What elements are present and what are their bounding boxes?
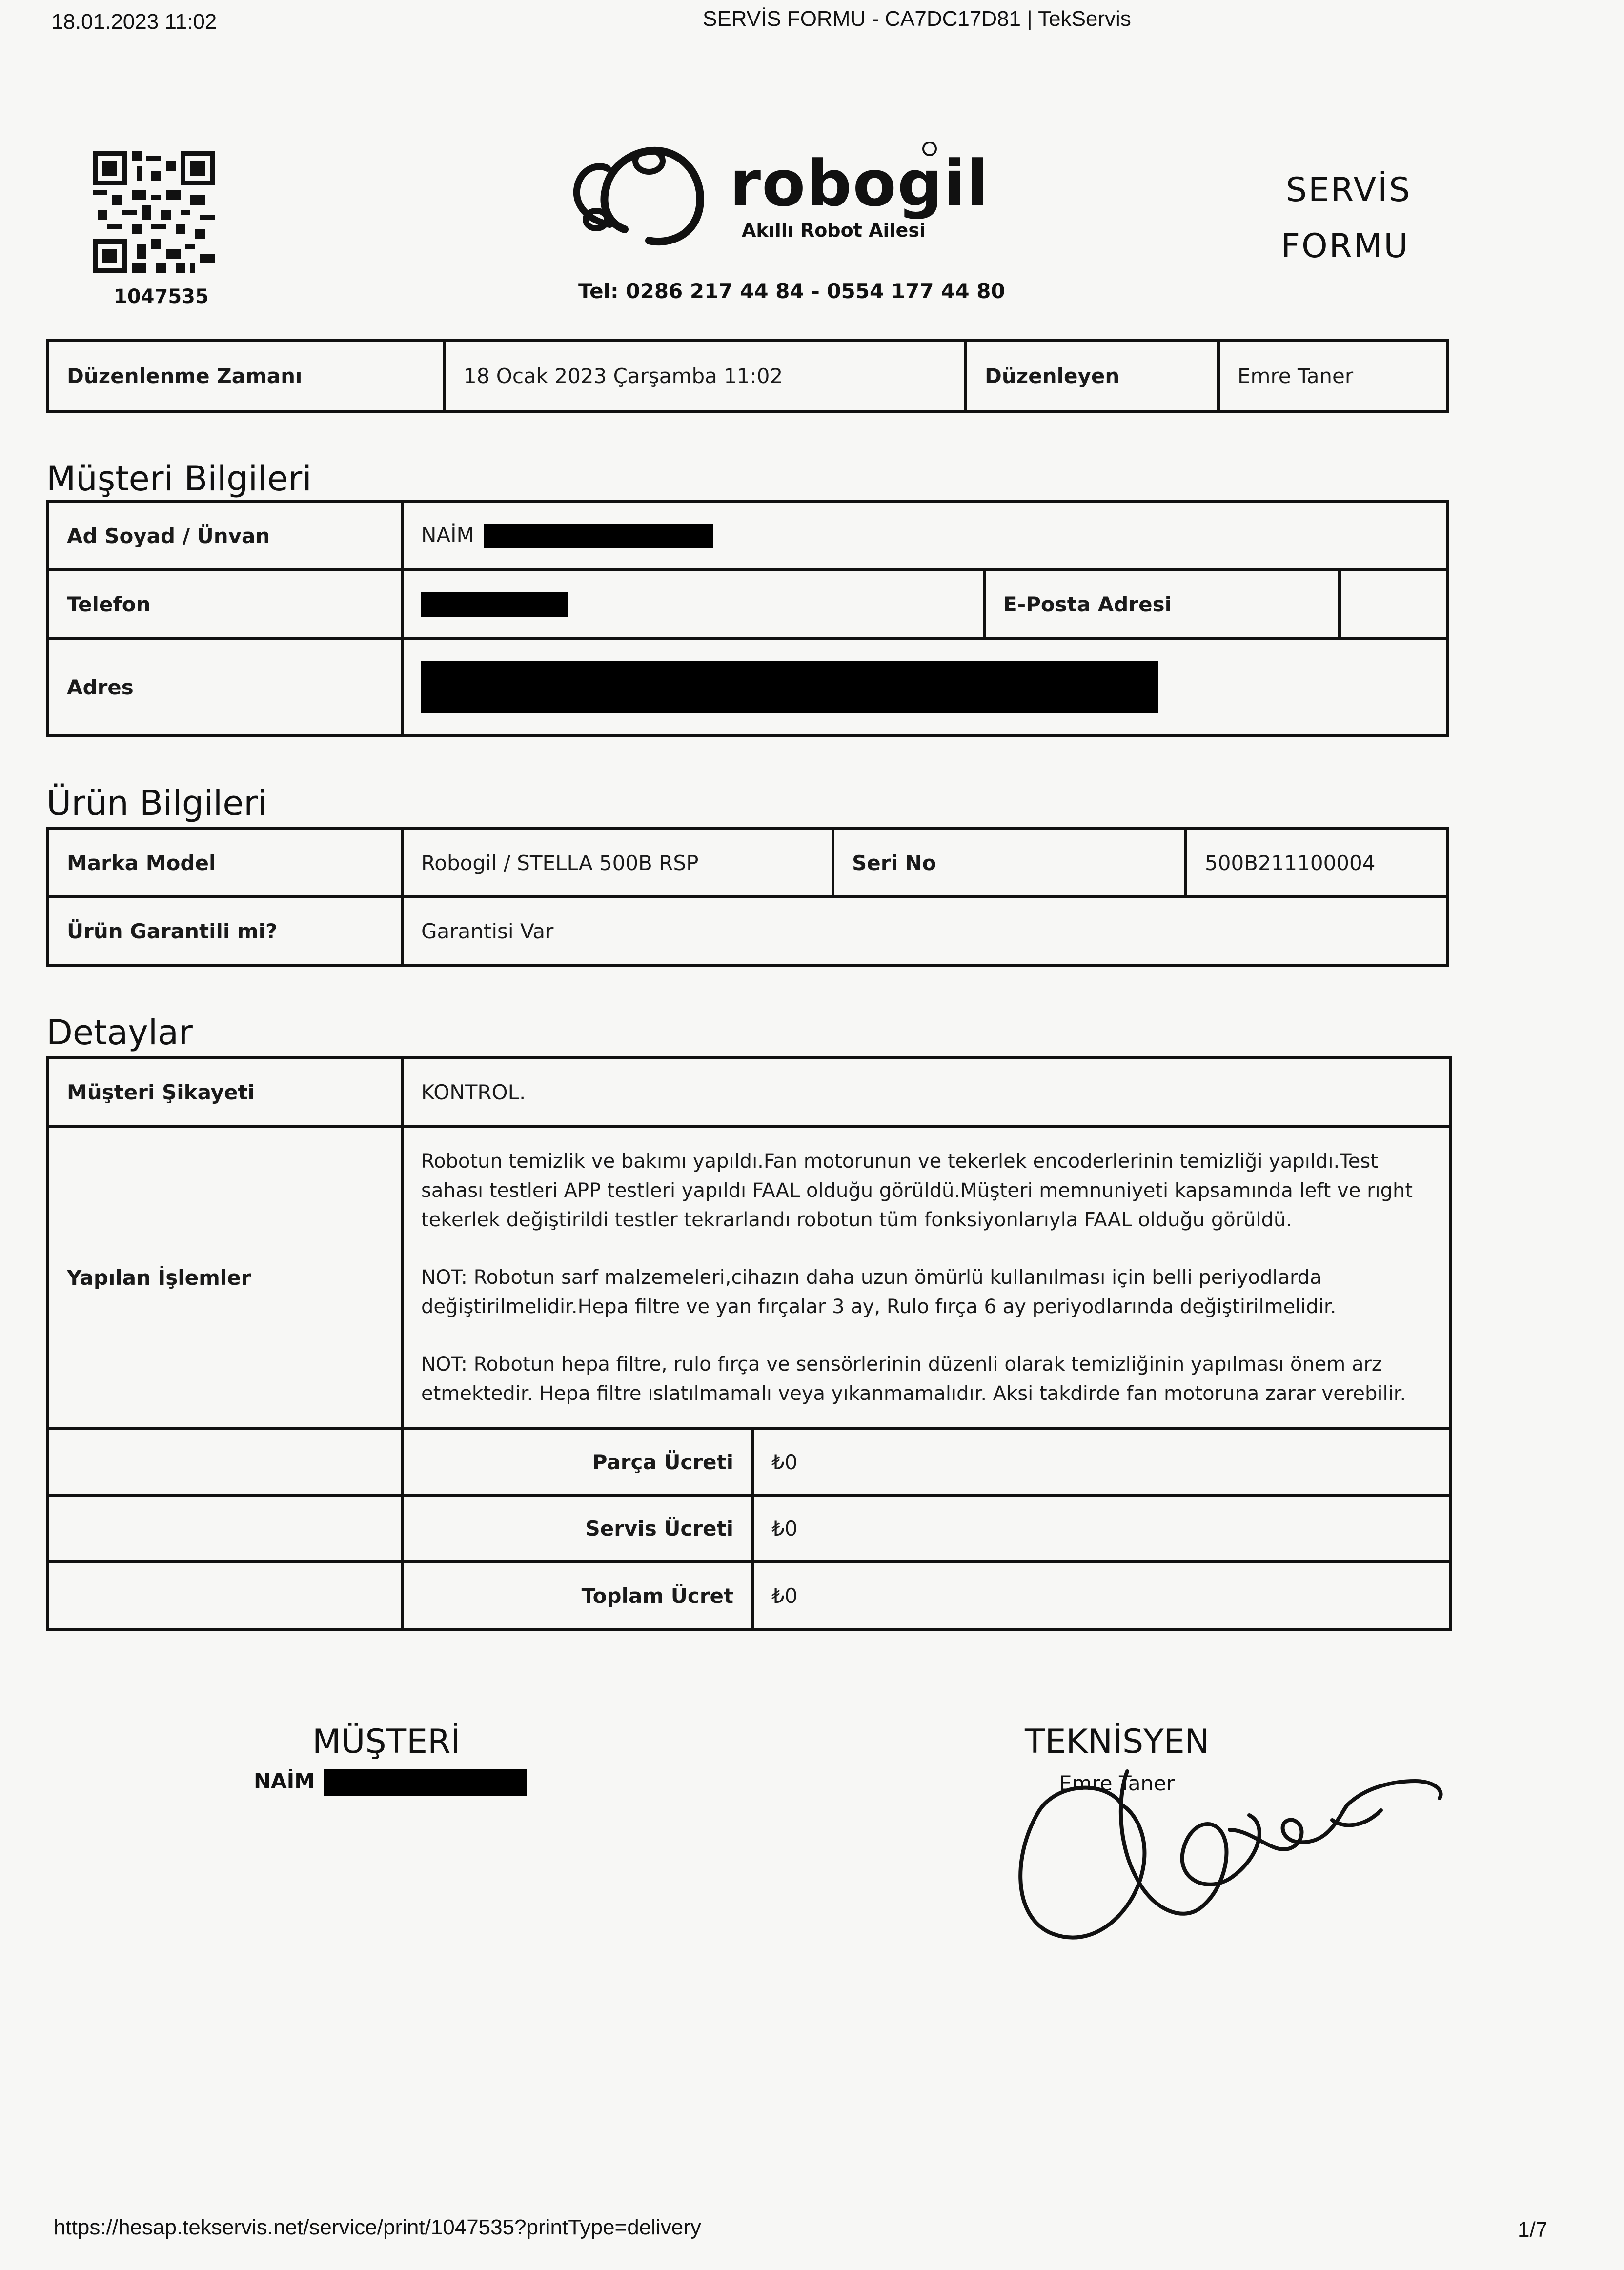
customer-email-value — [1340, 570, 1448, 638]
meta-table — [46, 339, 1449, 413]
technician-signature — [995, 1752, 1454, 1957]
logo-tagline: Akıllı Robot Ailesi — [742, 220, 926, 241]
editor-label: Düzenleyen — [966, 341, 1218, 411]
complaint-label: Müşteri Şikayeti — [48, 1058, 402, 1126]
qr-code-number: 1047535 — [114, 285, 209, 308]
model-value: Robogil / STELLA 500B RSP — [402, 829, 833, 897]
parts-empty-cell — [48, 1429, 402, 1495]
product-section-title: Ürün Bilgileri — [46, 783, 267, 823]
product-table — [46, 827, 1449, 967]
warranty-value: Garantisi Var — [402, 897, 1448, 965]
editor-value: Emre Taner — [1218, 341, 1448, 411]
service-empty-cell — [48, 1495, 402, 1561]
qr-code — [93, 151, 215, 273]
model-label: Marka Model — [48, 829, 402, 897]
customer-signature-name: NAİM — [254, 1769, 315, 1793]
doc-title-line1: SERVİS — [1286, 171, 1412, 209]
details-section-title: Detaylar — [46, 1013, 193, 1053]
customer-name-label: Ad Soyad / Ünvan — [48, 502, 402, 570]
registered-mark — [922, 142, 937, 156]
warranty-label: Ürün Garantili mi? — [48, 897, 402, 965]
customer-section-title: Müşteri Bilgileri — [46, 459, 312, 499]
customer-name-value: NAİM — [421, 523, 474, 547]
parts-label: Parça Ücreti — [402, 1429, 752, 1495]
doc-title-line2: FORMU — [1281, 227, 1410, 265]
customer-email-label: E-Posta Adresi — [984, 570, 1340, 638]
robogil-logo-mark — [551, 124, 717, 251]
customer-phone-cell — [402, 570, 984, 638]
serial-value: 500B211100004 — [1186, 829, 1448, 897]
technician-signature-name: Emre Taner — [1059, 1771, 1175, 1795]
customer-phone-label: Telefon — [48, 570, 402, 638]
total-value: ₺0 — [752, 1561, 1450, 1630]
work-label: Yapılan İşlemler — [48, 1126, 402, 1429]
print-page-title: SERVİS FORMU - CA7DC17D81 | TekServis — [703, 7, 1131, 31]
service-label: Servis Ücreti — [402, 1495, 752, 1561]
print-page-number: 1/7 — [1518, 2218, 1548, 2242]
logo-wordmark: robogil — [730, 146, 989, 221]
customer-name-cell — [402, 502, 1448, 570]
work-paragraph-3: NOT: Robotun hepa filtre, rulo fırça ve sensörlerinin düzenli olarak temizliğinin yapılması önem arz etmektedir. Hepa filtre ıslatılmamalı veya yıkanmamalıdır. Aksi takdirde fan motoruna zarar verebilir. — [421, 1353, 1406, 1405]
technician-signature-title: TEKNİSYEN — [1025, 1723, 1210, 1761]
service-value: ₺0 — [752, 1495, 1450, 1561]
customer-table — [46, 500, 1449, 737]
print-datetime: 18.01.2023 11:02 — [51, 10, 217, 34]
total-empty-cell — [48, 1561, 402, 1630]
total-label: Toplam Ücret — [402, 1561, 752, 1630]
customer-signature-name-row — [254, 1769, 527, 1796]
company-phone: Tel: 0286 217 44 84 - 0554 177 44 80 — [578, 279, 1005, 303]
redacted-name — [484, 524, 713, 548]
work-notes — [402, 1126, 1450, 1429]
redacted-signature-name — [324, 1769, 527, 1796]
customer-address-cell — [402, 638, 1448, 736]
customer-address-label: Adres — [48, 638, 402, 736]
customer-signature-title: MÜŞTERİ — [312, 1723, 461, 1761]
print-url: https://hesap.tekservis.net/service/print/1047535?printType=delivery — [54, 2215, 701, 2239]
created-label: Düzenlenme Zamanı — [48, 341, 445, 411]
redacted-address — [421, 661, 1158, 713]
details-table — [46, 1056, 1452, 1631]
work-paragraph-2: NOT: Robotun sarf malzemeleri,cihazın daha uzun ömürlü kullanılması için belli periyodlarda değiştirilmelidir.Hepa filtre ve yan fırçalar 3 ay, Rulo fırça 6 ay periyodlarında değiştirilmelidir. — [421, 1266, 1337, 1318]
work-paragraph-1: Robotun temizlik ve bakımı yapıldı.Fan motorunun ve tekerlek encoderlerinin temizliği yapıldı.Test sahası testleri APP testleri yapıldı FAAL olduğu görüldü.Müşteri memnuniyeti kapsamında left ve rıght tekerlek değiştirildi testler tekrarlandı robotun tüm fonksiyonlarıyla FAAL olduğu görüldü. — [421, 1150, 1413, 1231]
serial-label: Seri No — [833, 829, 1186, 897]
parts-value: ₺0 — [752, 1429, 1450, 1495]
complaint-value: KONTROL. — [402, 1058, 1450, 1126]
redacted-phone — [421, 592, 568, 617]
created-value: 18 Ocak 2023 Çarşamba 11:02 — [445, 341, 966, 411]
